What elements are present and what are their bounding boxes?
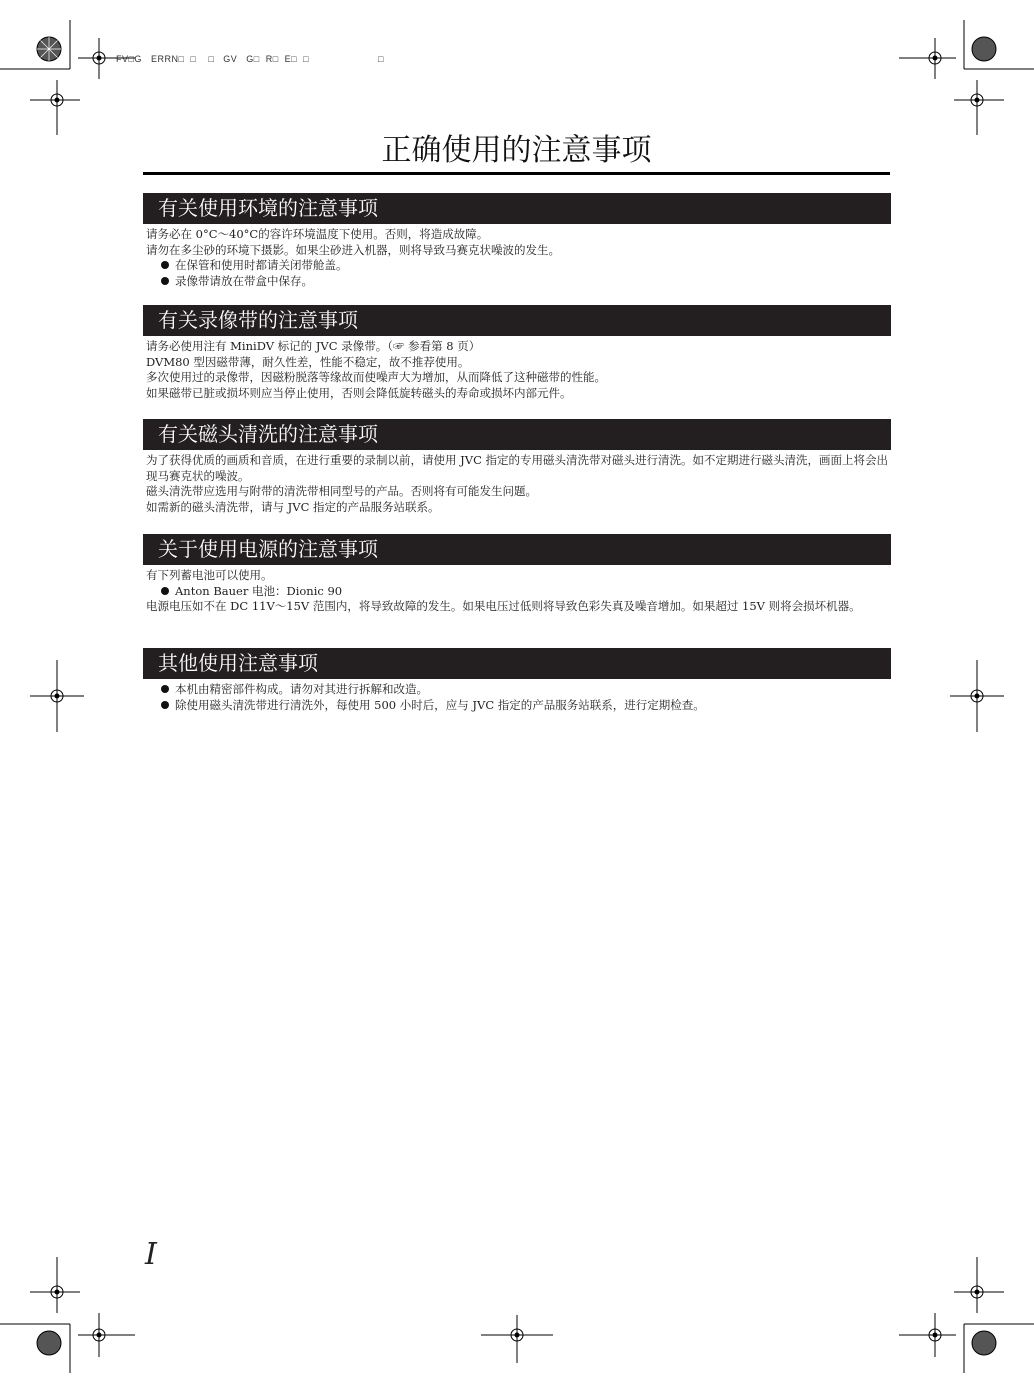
crosshair-icon [78,38,135,79]
bullet-item [146,698,889,714]
section-other [143,648,891,713]
registration-marks-bottom-left [0,1253,140,1393]
crosshair-icon [30,1257,80,1313]
paragraph: 电源电压如不在 DC 11V～15V 范围内，将导致故障的发生。如果电压过低则将导致色彩失真及噪音增加。如果超过 15V 则将会损坏机器。 [146,599,861,613]
bullet-icon [161,701,169,709]
bullet-text: 本机由精密部件构成。请勿对其进行拆解和改造。 [175,682,428,696]
bullet-item [146,682,889,698]
crosshair-middle-right [947,660,1007,732]
paragraph: 请务必使用注有 MiniDV 标记的 JVC 录像带。（☞ 参看第 8 页） [146,339,481,353]
crosshair-icon [954,80,1004,135]
section-videotape [143,305,891,401]
registration-marks-top-left [0,0,140,140]
crosshair-icon [481,1315,553,1363]
crosshair-icon [899,1313,956,1357]
registration-marks-top-right [894,0,1034,140]
section-body [143,682,891,713]
bullet-item [146,274,889,290]
section-heading: 其他使用注意事项 [143,648,891,679]
bullet-item [146,584,889,600]
paragraph: DVM80 型因磁带薄，耐久性差，性能不稳定，故不推荐使用。 [146,354,470,369]
section-heading: 关于使用电源的注意事项 [143,534,891,565]
paragraph: 如果磁带已脏或损坏则应当停止使用，否则会降低旋转磁头的寿命或损坏内部元件。 [146,385,572,400]
section-environment [143,193,891,289]
title-rule [143,172,890,175]
paragraph: 请务必在 0°C～40°C的容许环境温度下使用。否则，将造成故障。 [146,227,489,241]
print-code: FV□G ERRN□ □ □ GV G□ R□ E□ □ □ [116,54,384,64]
bullet-item [146,258,889,274]
bullet-text: 在保管和使用时都请关闭带舱盖。 [175,258,348,272]
crosshair-icon [30,660,84,732]
bullet-icon [161,587,169,595]
page-number: I [145,1237,157,1272]
section-heading: 有关磁头清洗的注意事项 [143,419,891,450]
section-head-cleaning [143,419,891,515]
crosshair-icon [78,1313,135,1357]
bullet-icon [161,261,169,269]
section-body [143,339,891,401]
section-heading: 有关录像带的注意事项 [143,305,891,336]
paragraph: 多次使用过的录像带，因磁粉脱落等缘故而使噪声大为增加，从而降低了这种磁带的性能。 [146,370,606,384]
section-body [143,568,891,615]
section-heading: 有关使用环境的注意事项 [143,193,891,224]
paragraph: 请勿在多尘砂的环境下摄影。如果尘砂进入机器，则将导致马赛克状噪波的发生。 [146,242,560,257]
bullet-text: Anton Bauer 电池：Dionic 90 [175,583,343,598]
paragraph: 有下列蓄电池可以使用。 [146,568,273,582]
paragraph: 磁头清洗带应选用与附带的清洗带相同型号的产品。否则将有可能发生问题。 [146,484,537,498]
bullet-icon [161,277,169,285]
crosshair-icon [30,80,80,135]
page-title: 正确使用的注意事项 [381,133,652,168]
crosshair-bottom-center [481,1315,553,1365]
bullet-text: 除使用磁头清洗带进行清洗外，每使用 500 小时后，应与 JVC 指定的产品服务站联系，进行定期检查。 [175,697,705,712]
paragraph: 如需新的磁头清洗带，请与 JVC 指定的产品服务站联系。 [146,499,440,514]
bullet-text: 录像带请放在带盒中保存。 [175,273,313,288]
crosshair-middle-left [27,660,87,732]
crosshair-icon [954,1257,1004,1313]
bullet-icon [161,685,169,693]
section-power [143,534,891,615]
section-body [143,227,891,289]
section-body [143,453,891,515]
crosshair-icon [950,660,1004,732]
crosshair-icon [899,38,956,79]
registration-marks-bottom-right [894,1253,1034,1393]
paragraph: 为了获得优质的画质和音质，在进行重要的录制以前，请使用 JVC 指定的专用磁头清洗带对磁头进行清洗。如不定期进行磁头清洗，画面上将会出现马赛克状的噪波。 [146,453,889,483]
